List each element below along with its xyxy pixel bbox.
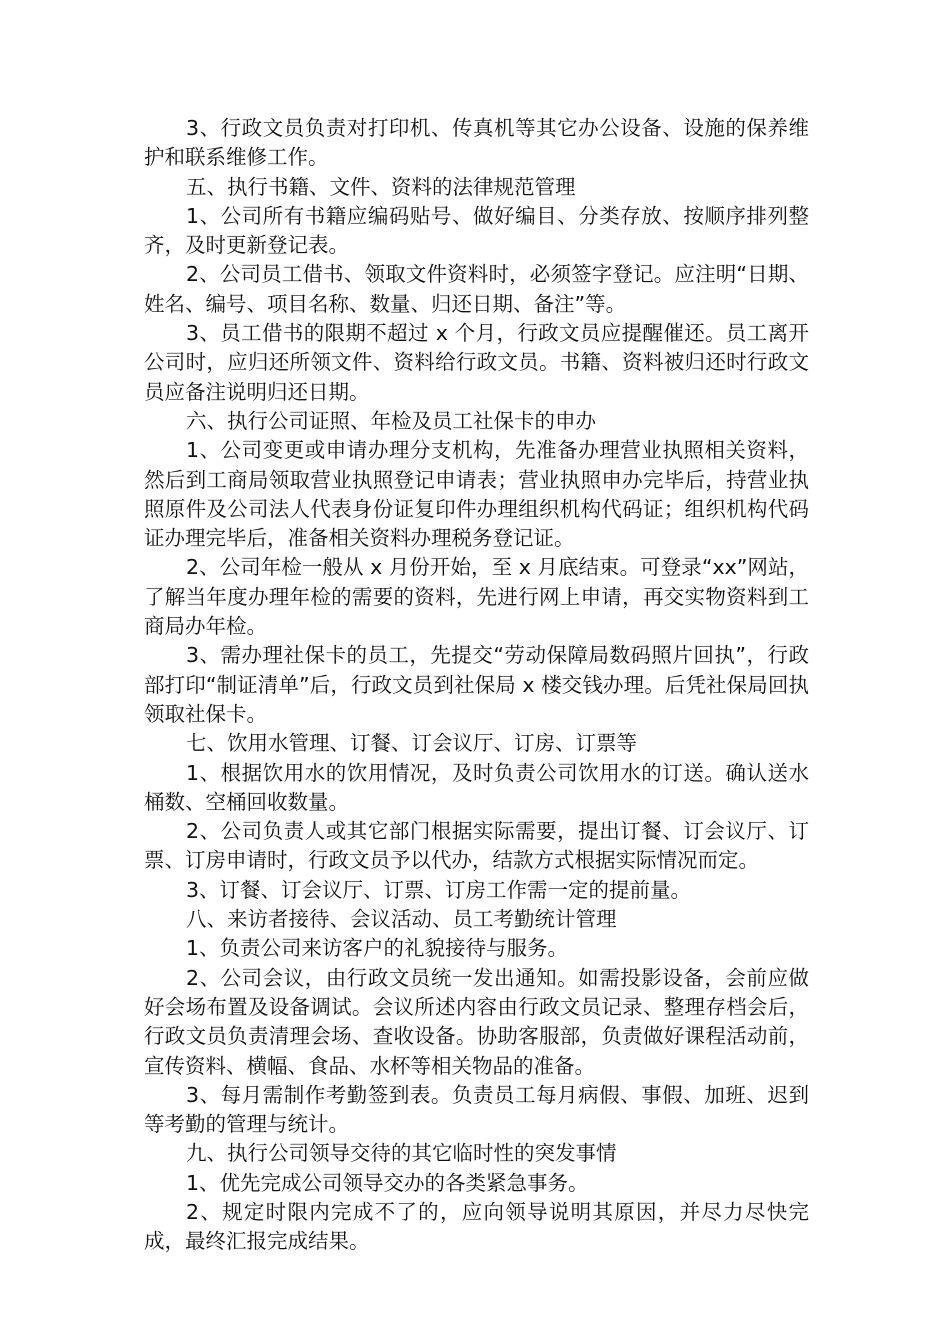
paragraph-6-2: 2、公司年检一般从 x 月份开始，至 x 月底结束。可登录“xx”网站，了解当年度办理年检的需要的资料，先进行网上申请，再交实物资料到工商局办年检。: [144, 555, 809, 639]
paragraph-5-2: 2、公司员工借书、领取文件资料时，必须签字登记。应注明“日期、姓名、编号、项目名称、数量、归还日期、备注”等。: [144, 262, 809, 316]
paragraph-9-2: 2、规定时限内完成不了的，应向领导说明其原因，并尽力尽快完成，最终汇报完成结果。: [144, 1199, 809, 1254]
paragraph-8-1: 1、负责公司来访客户的礼貌接待与服务。: [186, 936, 569, 961]
paragraph-8-3: 3、每月需制作考勤签到表。负责员工每月病假、事假、加班、迟到等考勤的管理与统计。: [144, 1082, 809, 1137]
paragraph-7-1: 1、根据饮用水的饮用情况，及时负责公司饮用水的订送。确认送水桶数、空桶回收数量。: [144, 760, 809, 814]
paragraph-3-printer-maintenance: 3、行政文员负责对打印机、传真机等其它办公设备、设施的保养维护和联系维修工作。: [144, 116, 809, 170]
paragraph-7-2: 2、公司负责人或其它部门根据实际需要，提出订餐、订会议厅、订票、订房申请时，行政文员予以代办，结款方式根据实际情况而定。: [144, 819, 809, 873]
section-heading-6: 六、执行公司证照、年检及员工社保卡的申办: [186, 408, 596, 433]
section-heading-7: 七、饮用水管理、订餐、订会议厅、订房、订票等: [186, 731, 637, 756]
paragraph-6-3: 3、需办理社保卡的员工，先提交“劳动保障局数码照片回执”，行政部打印“制证清单”后，行政文员到社保局 x 楼交钱办理。后凭社保局回执领取社保卡。: [144, 643, 809, 726]
paragraph-6-1: 1、公司变更或申请办理分支机构，先准备办理营业执照相关资料，然后到工商局领取营业执照登记申请表；营业执照申办完毕后，持营业执照原件及公司法人代表身份证复印件办理组织机构代码证；组织机构代码证办理完毕后，准备相关资料办理税务登记证。: [144, 438, 809, 551]
section-heading-9: 九、执行公司领导交待的其它临时性的突发事情: [186, 1141, 617, 1166]
paragraph-9-1: 1、优先完成公司领导交办的各类紧急事务。: [186, 1170, 589, 1195]
paragraph-8-2: 2、公司会议，由行政文员统一发出通知。如需投影设备，会前应做好会场布置及设备调试。会议所述内容由行政文员记录、整理存档会后，行政文员负责清理会场、查收设备。协助客服部，负责做好课程活动前，宣传资料、横幅、食品、水杯等相关物品的准备。: [144, 965, 809, 1078]
document-body: [144, 114, 809, 1257]
section-heading-5: 五、执行书籍、文件、资料的法律规范管理: [186, 174, 576, 199]
paragraph-7-3: 3、订餐、订会议厅、订票、订房工作需一定的提前量。: [186, 877, 692, 902]
section-heading-8: 八、来访者接待、会议活动、员工考勤统计管理: [186, 907, 617, 932]
paragraph-5-1: 1、公司所有书籍应编码贴号、做好编目、分类存放、按顺序排列整齐，及时更新登记表。: [144, 203, 809, 258]
paragraph-5-3: 3、员工借书的限期不超过 x 个月，行政文员应提醒催还。员工离开公司时，应归还所领文件、资料给行政文员。书籍、资料被归还时行政文员应备注说明归还日期。: [144, 321, 809, 404]
